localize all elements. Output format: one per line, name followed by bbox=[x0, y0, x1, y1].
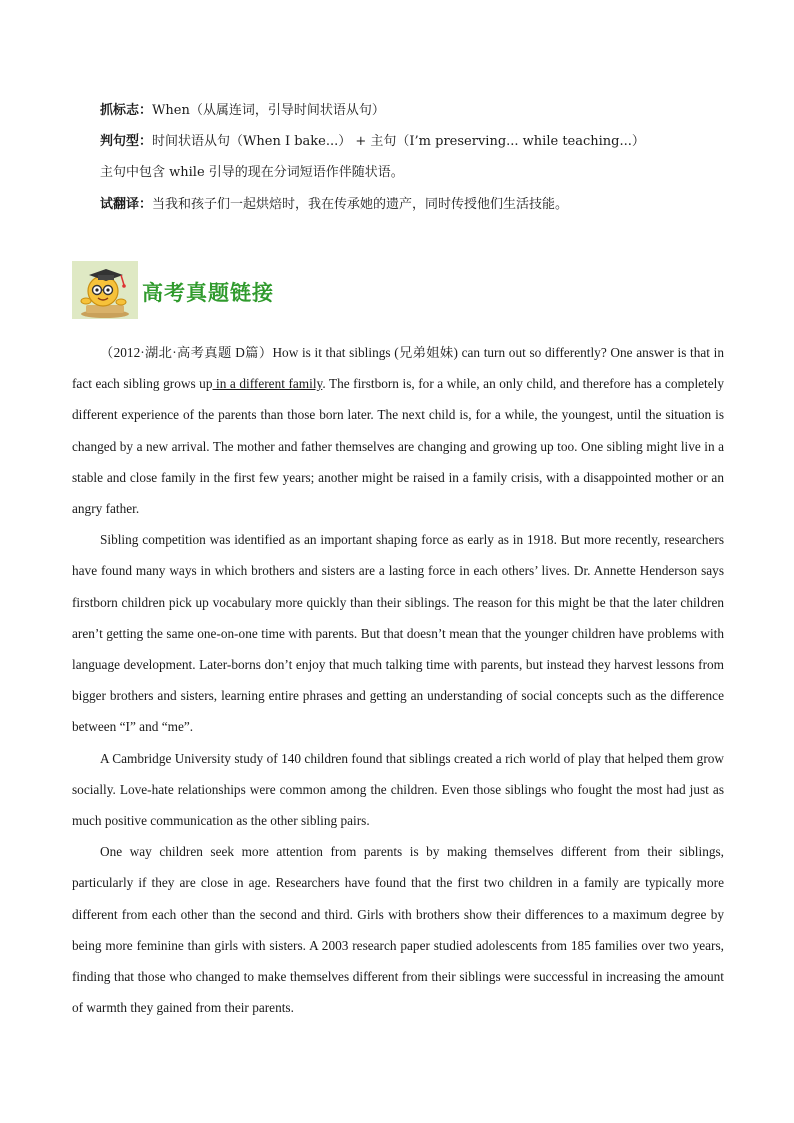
note-translate-label: 试翻译： bbox=[100, 197, 153, 212]
note-marker-label: 抓标志： bbox=[100, 103, 153, 118]
note-extra bbox=[100, 164, 404, 182]
underlined-phrase: in a different family bbox=[212, 376, 323, 392]
paragraph-1-start: （2012·湖北·高考真题 D篇）How is it that siblings (兄弟姐妹) can turn out so differently? One answer is that in fact each sibling grows up bbox=[72, 345, 724, 392]
paragraph-3: A Cambridge University study of 140 children found that siblings created a rich world of play that helped them grow socially. Love-hate relationships were common among the children. Even those siblings who fought the most had just as much positive communication as the other sibling pairs. bbox=[72, 750, 724, 829]
note-translate-text: 当我和孩子们一起烘焙时，我在传承她的遗产，同时传授他们生活技能。 bbox=[152, 197, 569, 212]
paragraph-4: One way children seek more attention from parents is by making themselves different from their siblings, particularly if they are close in age. Researchers have found that the first two children in a family are typically more different from each other than the second and third. Girls with brothers show their differences to a maximum degree by being more feminine than girls with sisters. A 2003 research paper studied adolescents from 185 families over two years, finding that those who changed to make themselves different from their siblings were successful in increasing the amount of warmth they gained from their parents. bbox=[72, 844, 724, 1016]
note-judge-label: 判句型： bbox=[100, 134, 153, 149]
note-extra-text: 主句中包含 while 引导的现在分词短语作伴随状语。 bbox=[100, 165, 404, 180]
reading-passage bbox=[72, 337, 724, 1023]
note-marker bbox=[100, 102, 385, 120]
note-judge-text: 时间状语从句（When I bake...） + 主句（I’m preserving... while teaching...） bbox=[152, 134, 645, 149]
paragraph-1-end: . The firstborn is, for a while, an only child, and therefore has a completely different experience of the parents than those born later. The next child is, for a while, the youngest, until the situation is changed by a new arrival. The mother and father themselves are changing and growing up too. One sibling might live in a stable and close family in the first few years; another might be raised in a family crisis, with a disappointed mother or an angry father. bbox=[72, 376, 724, 517]
paragraph-1 bbox=[72, 337, 724, 524]
section-banner bbox=[72, 261, 292, 319]
cartoon-graduate-icon bbox=[72, 261, 138, 319]
note-translate bbox=[100, 196, 568, 214]
banner-title: 高考真题链接 bbox=[142, 281, 274, 305]
note-marker-text: When（从属连词，引导时间状语从句） bbox=[152, 103, 385, 118]
paragraph-2: Sibling competition was identified as an important shaping force as early as in 1918. But more recently, researchers have found many ways in which brothers and sisters are a lasting force in each others’ lives. Dr. Annette Henderson says firstborn children pick up vocabulary more quickly than their siblings. The reason for this might be that the later children aren’t getting the same one-on-one time with parents. But that doesn’t mean that the younger children have problems with language development. Later-borns don’t enjoy that much talking time with parents, but instead they harvest lessons from bigger brothers and sisters, learning entire phrases and getting an understanding of social concepts such as the difference between “I” and “me”. bbox=[72, 532, 724, 735]
note-judge bbox=[100, 133, 645, 151]
